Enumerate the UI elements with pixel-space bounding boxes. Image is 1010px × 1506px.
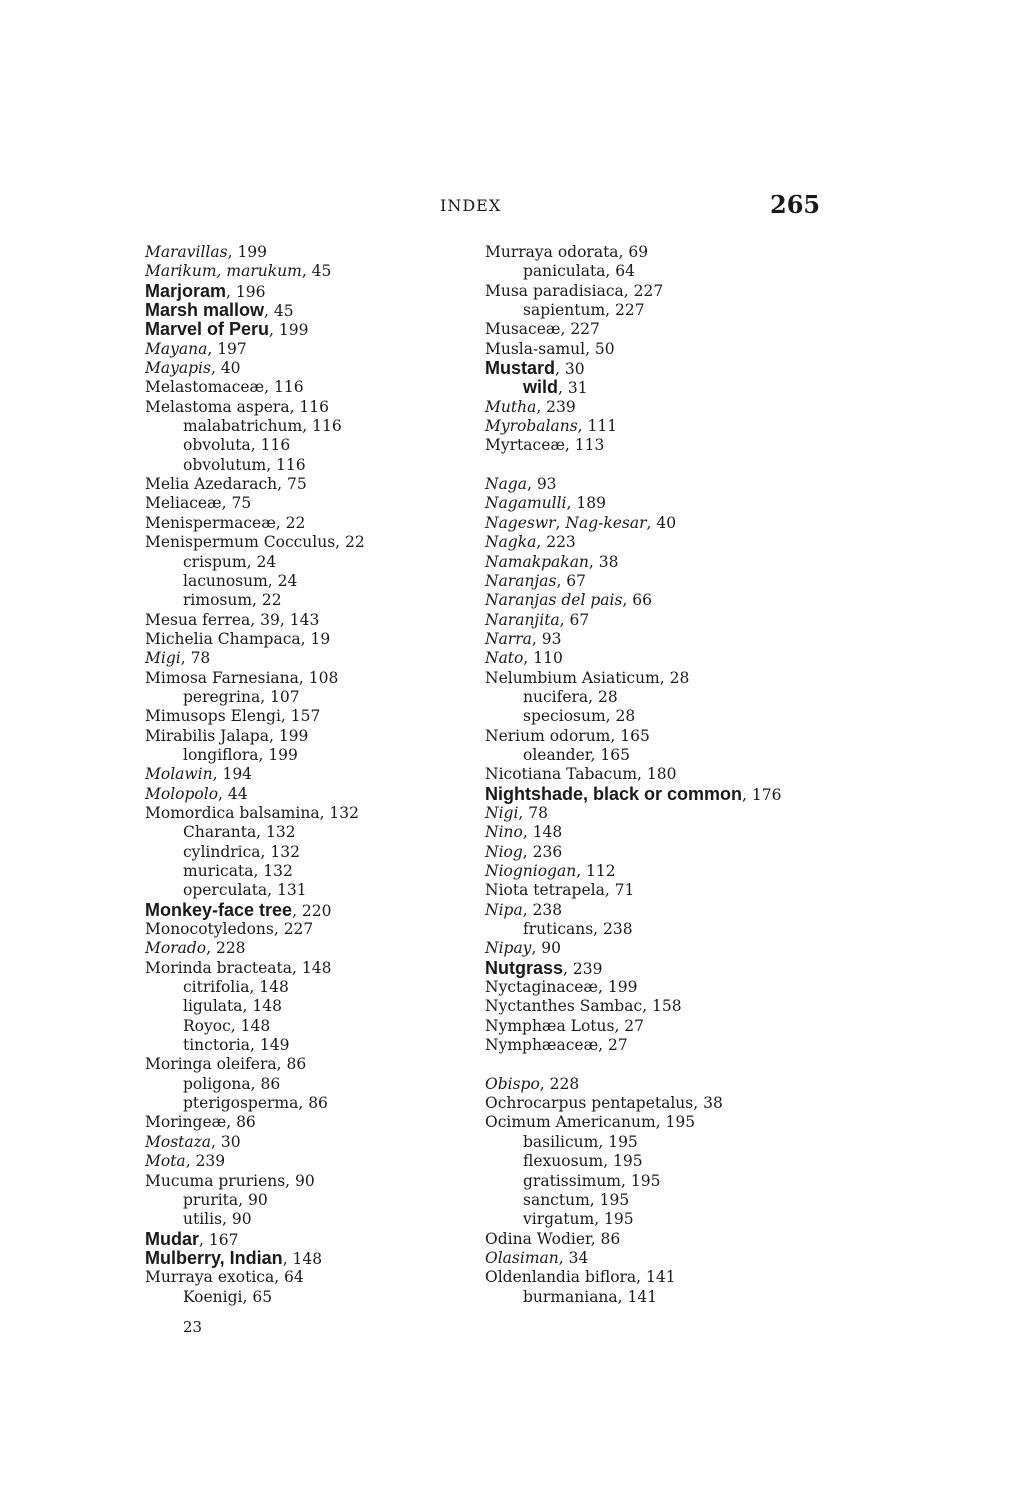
index-entry: [485, 243, 825, 262]
index-entry: [145, 494, 475, 513]
index-subentry: [485, 707, 825, 726]
entry-text: poligona, 86: [183, 1074, 281, 1093]
entry-text: basilicum, 195: [523, 1132, 638, 1151]
entry-text: ligulata, 148: [183, 997, 282, 1016]
entry-text: citrifolia, 148: [183, 978, 289, 997]
entry-text: , 239: [185, 1152, 226, 1171]
entry-text: speciosum, 28: [523, 707, 636, 726]
entry-text: Michelia Champaca, 19: [145, 629, 331, 648]
index-entry: [145, 1055, 475, 1074]
index-entry: [145, 1172, 475, 1191]
index-entry: [485, 959, 825, 978]
index-entry: [485, 727, 825, 746]
entry-text: , 67: [556, 571, 587, 590]
entry-text: lacunosum, 24: [183, 571, 298, 590]
index-entry: [145, 514, 475, 533]
index-subentry: [145, 1075, 475, 1094]
vernacular-name: Naga: [485, 475, 527, 494]
vernacular-name: Naranjas: [485, 571, 557, 590]
entry-text: Nymphæa Lotus, 27: [485, 1016, 645, 1035]
entry-text: Mesua ferrea, 39, 143: [145, 610, 320, 629]
entry-text: Nicotiana Tabacum, 180: [485, 765, 677, 784]
entry-text: , 45: [264, 302, 294, 321]
entry-text: , 40: [210, 359, 241, 378]
index-subentry: [145, 1191, 475, 1210]
entry-text: Meliaceæ, 75: [145, 494, 252, 513]
entry-text: , 189: [566, 494, 606, 513]
vernacular-name: Migi: [145, 649, 181, 668]
vernacular-name: Maravillas: [145, 243, 228, 261]
index-entry: [485, 1113, 825, 1132]
index-entry: [145, 727, 475, 746]
entry-text: nucifera, 28: [523, 687, 618, 706]
entry-text: , 238: [522, 900, 563, 919]
entry-text: utilis, 90: [183, 1210, 252, 1229]
index-column-right: [485, 243, 825, 1307]
entry-text: , 30: [211, 1132, 241, 1151]
index-entry: [485, 862, 825, 881]
entry-text: gratissimum, 195: [523, 1171, 661, 1190]
index-entry: [485, 514, 825, 533]
entry-text: Melastomaceæ, 116: [145, 378, 304, 397]
index-subentry: [145, 591, 475, 610]
entry-text: Murraya odorata, 69: [485, 243, 649, 261]
index-entry: [145, 1113, 475, 1132]
index-subentry: [145, 1036, 475, 1055]
vernacular-name: Mutha: [485, 397, 537, 416]
index-entry: [485, 843, 825, 862]
vernacular-name: Marikum, marukum: [145, 262, 302, 281]
common-name: Nutgrass: [485, 957, 564, 978]
index-subentry: [145, 1017, 475, 1036]
vernacular-name: Obispo: [485, 1074, 540, 1093]
index-subentry: [485, 920, 825, 939]
index-subentry: [485, 1288, 825, 1307]
index-entry: [145, 282, 475, 301]
index-entry: [485, 997, 825, 1016]
entry-text: , 90: [531, 939, 562, 958]
signature-mark: 23: [183, 1318, 203, 1336]
index-subentry: [145, 572, 475, 591]
entry-text: , 199: [227, 243, 268, 261]
vernacular-name: Mayana: [145, 339, 208, 358]
entry-text: , 228: [539, 1074, 580, 1093]
entry-text: , 223: [536, 533, 576, 552]
entry-text: , 197: [207, 339, 247, 358]
index-subentry: [485, 688, 825, 707]
entry-text: sanctum, 195: [523, 1190, 630, 1209]
entry-text: , 194: [212, 765, 253, 784]
entry-text: , 31: [558, 379, 588, 398]
vernacular-name: Narra: [485, 629, 532, 648]
entry-text: , 199: [269, 321, 309, 340]
entry-text: Menispermum Cocculus, 22: [145, 533, 365, 552]
entry-text: , 148: [282, 1249, 323, 1268]
index-entry: [485, 649, 825, 668]
index-subentry: [485, 1152, 825, 1171]
entry-text: , 93: [531, 629, 562, 648]
index-entry: [485, 282, 825, 301]
vernacular-name: Mayapis: [145, 359, 211, 378]
index-subentry: [485, 1133, 825, 1152]
index-entry: [485, 533, 825, 552]
entry-text: peregrina, 107: [183, 687, 300, 706]
entry-text: flexuosum, 195: [523, 1152, 643, 1171]
index-entry: [485, 340, 825, 359]
vernacular-name: Myrobalans: [485, 417, 578, 436]
common-name: Marsh mallow: [145, 300, 265, 321]
index-entry: [145, 1249, 475, 1268]
entry-text: burmaniana, 141: [523, 1287, 658, 1306]
entry-text: , 236: [522, 842, 563, 861]
entry-text: virgatum, 195: [523, 1210, 634, 1229]
index-entry: [485, 1094, 825, 1113]
index-entry: [145, 1133, 475, 1152]
entry-text: Myrtaceæ, 113: [485, 436, 605, 455]
entry-text: , 112: [576, 862, 616, 880]
entry-text: malabatrichum, 116: [183, 417, 342, 436]
entry-text: Mucuma pruriens, 90: [145, 1171, 315, 1190]
entry-text: obvolutum, 116: [183, 455, 306, 474]
vernacular-name: Namakpakan: [485, 552, 589, 571]
index-entry: [145, 1268, 475, 1287]
index-subentry: [145, 456, 475, 475]
index-entry: [145, 301, 475, 320]
entry-text: Royoc, 148: [183, 1016, 271, 1035]
index-entry: [485, 765, 825, 784]
entry-text: operculata, 131: [183, 881, 307, 900]
index-entry: [145, 243, 475, 262]
vernacular-name: Naranjas del pais: [485, 591, 623, 610]
index-entry: [485, 804, 825, 823]
entry-text: paniculata, 64: [523, 262, 636, 281]
index-subentry: [145, 862, 475, 881]
index-entry: [145, 785, 475, 804]
entry-text: Odina Wodier, 86: [485, 1229, 621, 1248]
index-subentry: [145, 843, 475, 862]
vernacular-name: Nag-kesar: [565, 513, 647, 532]
index-entry: [485, 1075, 825, 1094]
entry-text: Nyctaginaceæ, 199: [485, 978, 638, 997]
index-entry: [485, 1036, 825, 1055]
page-number: 265: [770, 190, 821, 219]
entry-text: Musaceæ, 227: [485, 320, 600, 339]
index-entry: [145, 320, 475, 339]
entry-text: , 30: [555, 360, 585, 379]
index-entry: [145, 1152, 475, 1171]
index-entry: [485, 320, 825, 339]
index-entry: [485, 1249, 825, 1268]
index-subentry: [145, 688, 475, 707]
entry-text: , 78: [180, 649, 211, 668]
index-subentry: [145, 997, 475, 1016]
common-name: Mulberry, Indian: [145, 1247, 283, 1268]
index-entry: [485, 901, 825, 920]
vernacular-name: Mota: [145, 1152, 186, 1171]
entry-text: ,: [555, 513, 566, 532]
entry-text: Moringeæ, 86: [145, 1113, 256, 1132]
index-entry: [145, 262, 475, 281]
index-entry: [485, 611, 825, 630]
entry-text: , 239: [536, 397, 576, 416]
index-entry: [485, 630, 825, 649]
index-entry: [145, 669, 475, 688]
index-entry: [485, 494, 825, 513]
entry-text: , 111: [577, 417, 618, 436]
index-entry: [145, 765, 475, 784]
entry-text: Moringa oleifera, 86: [145, 1055, 307, 1074]
entry-text: , 93: [526, 475, 557, 494]
index-column-left: [145, 243, 475, 1307]
index-subentry: [145, 746, 475, 765]
vernacular-name: Olasiman: [485, 1248, 559, 1267]
index-entry: [145, 398, 475, 417]
index-subentry: [145, 1094, 475, 1113]
vernacular-name: Nigi: [485, 803, 519, 822]
index-entry: [145, 804, 475, 823]
entry-text: Melastoma aspera, 116: [145, 397, 330, 416]
entry-text: Morinda bracteata, 148: [145, 958, 332, 977]
entry-text: Momordica balsamina, 132: [145, 803, 360, 822]
entry-text: Ocimum Americanum, 195: [485, 1113, 696, 1132]
index-entry: [145, 475, 475, 494]
entry-text: , 167: [199, 1230, 239, 1249]
entry-text: Murraya exotica, 64: [145, 1268, 304, 1287]
index-subentry: [485, 378, 825, 397]
index-subentry: [485, 1210, 825, 1229]
running-head: INDEX: [440, 196, 502, 215]
entry-text: Mimusops Elengi, 157: [145, 707, 321, 726]
entry-text: Ochrocarpus pentapetalus, 38: [485, 1094, 723, 1113]
vernacular-name: Molawin: [145, 765, 213, 784]
entry-text: fruticans, 238: [523, 920, 633, 939]
index-entry: [485, 436, 825, 455]
vernacular-name: Nato: [485, 649, 524, 668]
index-entry: [485, 1230, 825, 1249]
index-entry: [145, 340, 475, 359]
index-subentry: [485, 301, 825, 320]
index-entry: [145, 630, 475, 649]
index-entry: [145, 378, 475, 397]
entry-text: , 45: [301, 262, 332, 281]
index-entry: [485, 475, 825, 494]
index-subentry: [485, 746, 825, 765]
entry-text: Monocotyledons, 227: [145, 920, 314, 939]
entry-text: , 40: [646, 513, 677, 532]
entry-text: Menispermaceæ, 22: [145, 513, 306, 532]
entry-text: , 38: [588, 552, 619, 571]
index-entry: [145, 901, 475, 920]
common-name: Marjoram: [145, 280, 227, 301]
entry-text: obvoluta, 116: [183, 436, 291, 455]
entry-text: Mirabilis Jalapa, 199: [145, 726, 309, 745]
index-entry: [485, 417, 825, 436]
vernacular-name: Nageswr: [485, 513, 556, 532]
entry-text: Nymphæaceæ, 27: [485, 1036, 628, 1055]
entry-text: tinctoria, 149: [183, 1036, 290, 1055]
index-entry: [145, 359, 475, 378]
index-subentry: [145, 881, 475, 900]
index-subentry: [145, 823, 475, 842]
index-subentry: [145, 1288, 475, 1307]
common-name: wild: [523, 377, 558, 398]
index-subentry: [485, 1172, 825, 1191]
index-entry: [145, 707, 475, 726]
entry-text: Musa paradisiaca, 227: [485, 281, 664, 300]
index-entry: [145, 1230, 475, 1249]
vernacular-name: Naranjita: [485, 610, 560, 629]
index-entry: [485, 785, 825, 804]
index-entry: [485, 398, 825, 417]
vernacular-name: Nagamulli: [485, 494, 567, 513]
vernacular-name: Niogniogan: [485, 862, 577, 880]
entry-text: , 176: [742, 785, 782, 804]
vernacular-name: Niog: [485, 842, 523, 861]
entry-text: Mimosa Farnesiana, 108: [145, 668, 339, 687]
vernacular-name: Nagka: [485, 533, 537, 552]
index-entry: [485, 591, 825, 610]
index-entry: [485, 553, 825, 572]
entry-text: , 67: [559, 610, 590, 629]
vernacular-name: Nipa: [485, 900, 523, 919]
entry-text: Melia Azedarach, 75: [145, 475, 307, 494]
entry-text: Nelumbium Asiaticum, 28: [485, 668, 690, 687]
entry-text: , 78: [518, 803, 548, 822]
index-subentry: [145, 553, 475, 572]
entry-text: , 34: [558, 1248, 589, 1267]
vernacular-name: Molopolo: [145, 784, 219, 803]
entry-text: , 220: [292, 901, 332, 920]
entry-text: cylindrica, 132: [183, 842, 300, 861]
index-subentry: [485, 262, 825, 281]
entry-text: Charanta, 132: [183, 823, 296, 842]
index-subentry: [485, 1191, 825, 1210]
vernacular-name: Nino: [485, 823, 523, 842]
common-name: Mustard: [485, 358, 556, 379]
entry-text: sapientum, 227: [523, 301, 645, 320]
index-entry: [485, 1268, 825, 1287]
common-name: Nightshade, black or common: [485, 783, 743, 804]
index-entry: [145, 649, 475, 668]
entry-text: longiflora, 199: [183, 745, 298, 764]
index-subentry: [145, 417, 475, 436]
entry-text: prurita, 90: [183, 1190, 268, 1209]
entry-text: Niota tetrapela, 71: [485, 881, 635, 900]
entry-text: rimosum, 22: [183, 591, 282, 610]
index-entry: [145, 959, 475, 978]
entry-text: Musla-samul, 50: [485, 339, 615, 358]
entry-text: , 110: [523, 649, 563, 668]
entry-text: , 228: [206, 939, 246, 958]
entry-text: oleander, 165: [523, 745, 630, 764]
index-entry: [145, 533, 475, 552]
entry-text: , 196: [226, 282, 266, 301]
vernacular-name: Nipay: [485, 939, 532, 958]
index-entry: [485, 669, 825, 688]
entry-text: , 66: [622, 591, 652, 610]
common-name: Mudar: [145, 1228, 199, 1249]
entry-text: , 239: [563, 959, 603, 978]
index-entry: [145, 920, 475, 939]
index-entry: [485, 881, 825, 900]
index-entry: [485, 823, 825, 842]
index-entry: [485, 359, 825, 378]
common-name: Marvel of Peru: [145, 319, 270, 340]
index-subentry: [145, 1210, 475, 1229]
index-subentry: [145, 436, 475, 455]
index-entry: [485, 939, 825, 958]
vernacular-name: Mostaza: [145, 1132, 212, 1151]
index-entry: [485, 1017, 825, 1036]
entry-text: muricata, 132: [183, 862, 293, 880]
vernacular-name: Morado: [145, 939, 207, 958]
index-entry: [485, 978, 825, 997]
common-name: Monkey-face tree: [145, 899, 293, 920]
index-entry: [145, 939, 475, 958]
entry-text: crispum, 24: [183, 552, 277, 571]
entry-text: pterigosperma, 86: [183, 1094, 328, 1113]
entry-text: Nyctanthes Sambac, 158: [485, 997, 682, 1016]
entry-text: Koenigi, 65: [183, 1287, 273, 1306]
entry-text: , 44: [218, 784, 248, 803]
entry-text: Nerium odorum, 165: [485, 726, 650, 745]
index-entry: [485, 572, 825, 591]
index-entry: [145, 611, 475, 630]
entry-text: Oldenlandia biflora, 141: [485, 1268, 676, 1287]
entry-text: , 148: [522, 823, 563, 842]
index-subentry: [145, 978, 475, 997]
